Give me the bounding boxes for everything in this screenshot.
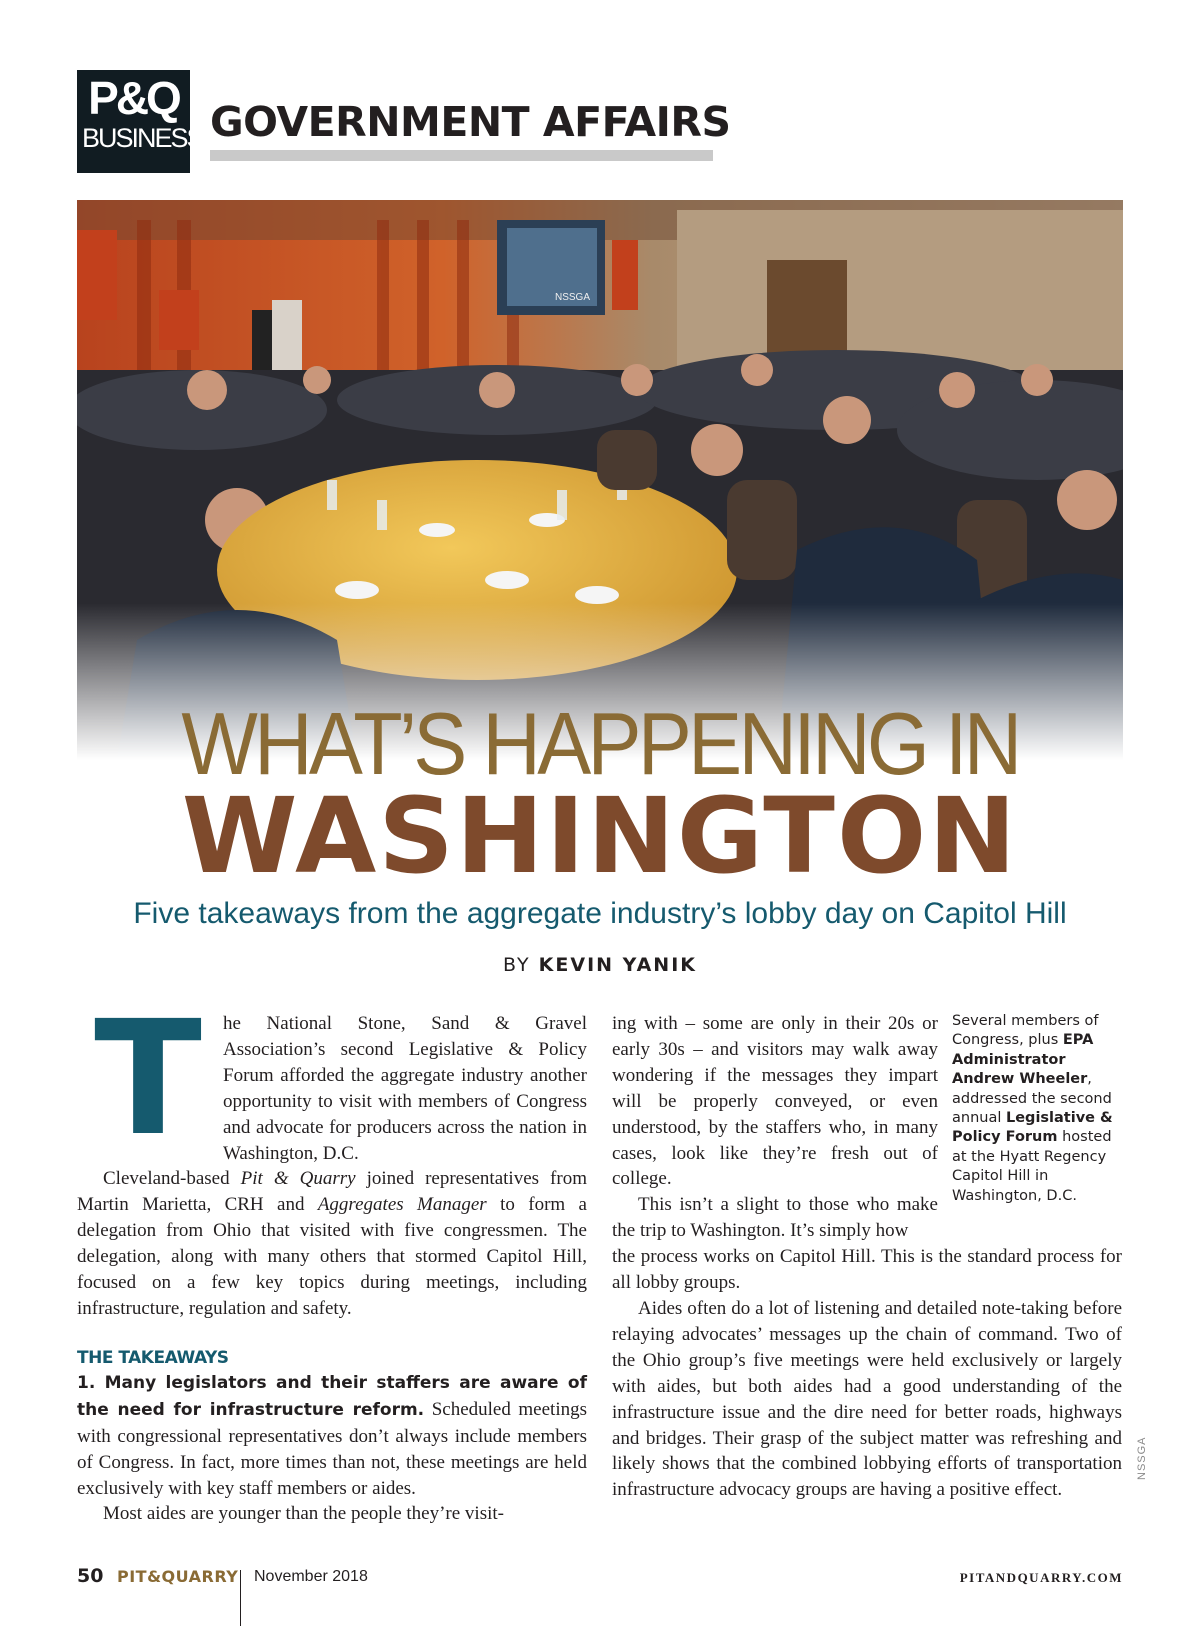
section-rule	[210, 150, 713, 161]
paragraph-aides-continued: ing with – some are only in their 20s or early 30s – and visitors may walk away wondering if the messages they impart will be properly conveyed, or even understood, by the staffers who, in many cases, look like they’re fresh out of college.	[612, 1013, 938, 1190]
headline-line-1: WHAT’S HAPPENING IN	[181, 694, 1019, 793]
banquet-hall-illustration	[77, 200, 1123, 760]
publication-name: Pit & Quarry	[240, 1168, 356, 1190]
byline	[77, 952, 1123, 978]
caption-text: Several members of Congress, plus	[952, 1013, 1099, 1049]
publication-name-footer: PIT&QUARRY	[117, 1567, 239, 1586]
paragraph-delegation	[77, 1166, 587, 1321]
paragraph-not-a-slight-continued: the process works on Capitol Hill. This is the standard process for all lobby groups.	[612, 1246, 1122, 1294]
issue-date: November 2018	[254, 1568, 368, 1585]
page-footer	[77, 1564, 1123, 1626]
publication-name: Aggregates Manager	[317, 1194, 487, 1216]
footer-divider	[240, 1570, 241, 1626]
paragraph-not-a-slight: This isn’t a slight to those who make the trip to Washington. It’s simply how	[612, 1194, 938, 1242]
section-title: GOVERNMENT AFFAIRS	[210, 98, 731, 146]
takeaway-1	[77, 1370, 587, 1502]
photo-credit: NSSGA	[1136, 1436, 1148, 1480]
headline-line-2: WASHINGTON	[181, 775, 1019, 897]
caption-name: EPA Administrator Andrew Wheeler	[952, 1032, 1094, 1088]
logo-pq-text: P&Q	[88, 72, 179, 124]
paragraph-intro	[77, 987, 587, 1171]
caption-event: Legislative & Policy Forum	[952, 1110, 1113, 1146]
byline-author: KEVIN YANIK	[538, 954, 697, 976]
pq-business-logo	[77, 70, 203, 173]
conference-photo	[77, 200, 1123, 760]
photo-caption	[952, 1012, 1122, 1206]
text-run: Cleveland-based	[103, 1168, 241, 1190]
caption-text: hosted at the Hyatt Regency Capitol Hill in Washington, D.C.	[952, 1129, 1112, 1204]
article-column-1	[77, 987, 587, 1527]
text-run: joined representatives from Martin Marietta, CRH and	[77, 1168, 587, 1216]
article-deck: Five takeaways from the aggregate industry’s lobby day on Capitol Hill	[133, 897, 1067, 930]
drop-cap: T	[94, 987, 202, 1171]
takeaways-heading: THE TAKEAWAYS	[77, 1347, 229, 1368]
paragraph-aides: Most aides are younger than the people they’re visit-	[103, 1503, 504, 1525]
text-run: to form a delegation from Ohio that visited with five congressmen. The delegation, along with many others that stormed Capitol Hill, focused on a few key topics during meetings, including infrastructure, regulation and safety.	[77, 1194, 587, 1319]
column-2-narrow-block	[612, 1011, 938, 1244]
logo-business-text: BUSINESS	[82, 123, 203, 153]
byline-prefix: BY	[503, 954, 531, 976]
website-link[interactable]: PITANDQUARRY.COM	[959, 1570, 1123, 1585]
caption-text: , addressed the second annual	[952, 1071, 1112, 1127]
takeaway-1-body: Scheduled meetings with congressional representatives don’t always include members of Congress. In fact, more times than not, these meetings are held exclusively with key staff members or aides.	[77, 1398, 587, 1499]
page-number: 50	[77, 1565, 104, 1587]
takeaway-1-lead: 1. Many legislators and their staffers are aware of the need for infrastructure reform.	[77, 1372, 587, 1420]
paragraph-intro-text: he National Stone, Sand & Gravel Association’s second Legislative & Policy Forum afforded the aggregate industry another opportunity to visit with members of Congress and advocate for producers across the nation in Washington, D.C.	[223, 1013, 587, 1164]
paragraph-aides-listening: Aides often do a lot of listening and detailed note-taking before relaying advocates’ messages up the chain of command. Two of the Ohio group’s five meetings were held exclusively or largely with aides, but both aides had a good understanding of the infrastructure issue and the dire need for better roads, highways and bridges. Their grasp of the subject matter was refreshing and likely shows that the combined lobbying efforts of transportation infrastructure advocacy groups are having a positive effect.	[612, 1297, 1122, 1501]
